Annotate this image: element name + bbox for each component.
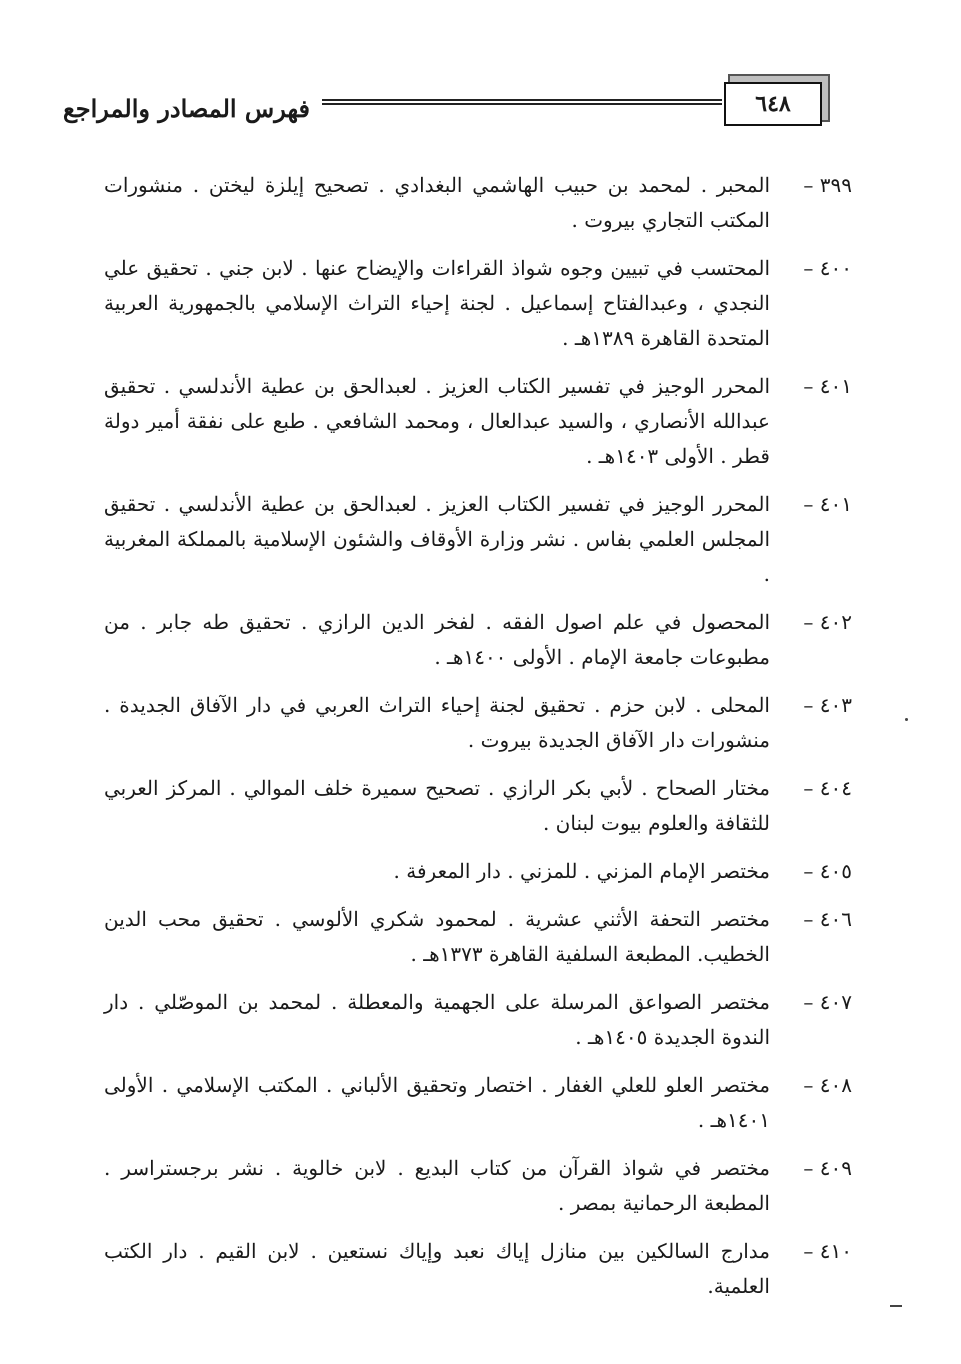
bibliography-entry — [104, 985, 852, 1055]
entry-number: ٤٠٢ – — [803, 610, 852, 634]
entry-number: ٤٠٥ – — [803, 859, 852, 883]
entry-text: المحلى . لابن حزم . تحقيق لجنة إحياء التراث العربي في دار الآفاق الجديدة . منشورات دار الآفاق الجديدة بيروت . — [104, 693, 770, 752]
entry-text: مختصر الصواعق المرسلة على الجهمية والمعطلة . لمحمد بن الموصّلي . دار الندوة الجديدة ١٤٠٥هـ . — [104, 990, 770, 1049]
scan-mark — [890, 1305, 902, 1307]
bibliography-entry — [104, 771, 852, 841]
entry-number: ٤٠١ – — [803, 374, 852, 398]
entry-text: مختصر التحفة الأثني عشرية . لمحمود شكري الألوسي . تحقيق محب الدين الخطيب. المطبعة السلفية القاهرة ١٣٧٣هـ . — [104, 907, 770, 966]
entry-text: المحرر الوجيز في تفسير الكتاب العزيز . لعبدالحق بن عطية الأندلسي . تحقيق المجلس العلمي بفاس . نشر وزارة الأوقاف والشئون الإسلامية بالمملكة المغربية . — [104, 492, 770, 586]
entry-text: مختصر الإمام المزني . للمزني . دار المعرفة . — [393, 859, 770, 883]
bibliography-entry — [104, 1068, 852, 1138]
entry-number: ٤٠٣ – — [803, 693, 852, 717]
bibliography-list — [104, 168, 852, 1317]
entry-text: مدارج السالكين بين منازل إياك نعبد وإياك نستعين . لابن القيم . دار الكتب العلمية. — [104, 1239, 770, 1298]
bibliography-entry — [104, 902, 852, 972]
bibliography-entry — [104, 1151, 852, 1221]
entry-text: المحصول في علم اصول الفقه . لفخر الدين الرازي . تحقيق طه جابر . من مطبوعات جامعة الإمام . الأولى ١٤٠٠هـ . — [104, 610, 770, 669]
bibliography-entry — [104, 487, 852, 592]
entry-text: مختصر في شواذ القرآن من كتاب البديع . لابن خالوية . نشر برجستراسر . المطبعة الرحمانية بمصر . — [104, 1156, 770, 1215]
bibliography-entry — [104, 1234, 852, 1304]
entry-text: مختصر العلو للعلي الغفار . اختصار وتحقيق الألباني . المكتب الإسلامي . الأولى ١٤٠١هـ . — [104, 1073, 770, 1132]
page-number-box — [724, 82, 822, 126]
entry-number: ٤٠٨ – — [803, 1073, 852, 1097]
entry-number: ٤٠١ – — [803, 492, 852, 516]
entry-number: ٤١٠ – — [803, 1239, 852, 1263]
bibliography-entry — [104, 854, 852, 889]
entry-number: ٤٠٦ – — [803, 907, 852, 931]
page-header — [0, 52, 961, 132]
bibliography-entry — [104, 605, 852, 675]
entry-text: المحتسب في تبيين وجوه شواذ القراءات والإيضاح عنها . لابن جني . تحقيق علي النجدي ، وعبدالفتاح إسماعيل . لجنة إحياء التراث الإسلامي بالجمهورية العربية المتحدة القاهرة ١٣٨٩هـ . — [104, 256, 770, 350]
bibliography-entry — [104, 251, 852, 356]
entry-number: ٤٠٠ – — [803, 256, 852, 280]
entry-text: مختار الصحاح . لأبي بكر الرازي . تصحيح سميرة خلف الموالي . المركز العربي للثقافة والعلوم بيوت لبنان . — [104, 776, 770, 835]
bibliography-entry — [104, 369, 852, 474]
entry-number: ٤٠٩ – — [803, 1156, 852, 1180]
page-number: ٦٤٨ — [755, 91, 791, 117]
entry-text: المحرر الوجيز في تفسير الكتاب العزيز . لعبدالحق بن عطية الأندلسي . تحقيق عبدالله الأنصاري ، والسيد عبدالعال ، ومحمد الشافعي . طبع على نفقة أمير دولة قطر . الأولى ١٤٠٣هـ . — [104, 374, 770, 468]
bibliography-entry — [104, 168, 852, 238]
entry-number: ٣٩٩ – — [803, 173, 852, 197]
bibliography-entry — [104, 688, 852, 758]
scan-speck — [905, 718, 908, 721]
entry-text: المحبر . لمحمد بن حبيب الهاشمي البغدادي . تصحيح إيلزة ليختن . منشورات المكتب التجاري بيروت . — [104, 173, 770, 232]
entry-number: ٤٠٧ – — [803, 990, 852, 1014]
entry-number: ٤٠٤ – — [803, 776, 852, 800]
running-title: فهرس المصادر والمراجع — [62, 94, 310, 123]
header-double-rule — [322, 99, 722, 105]
